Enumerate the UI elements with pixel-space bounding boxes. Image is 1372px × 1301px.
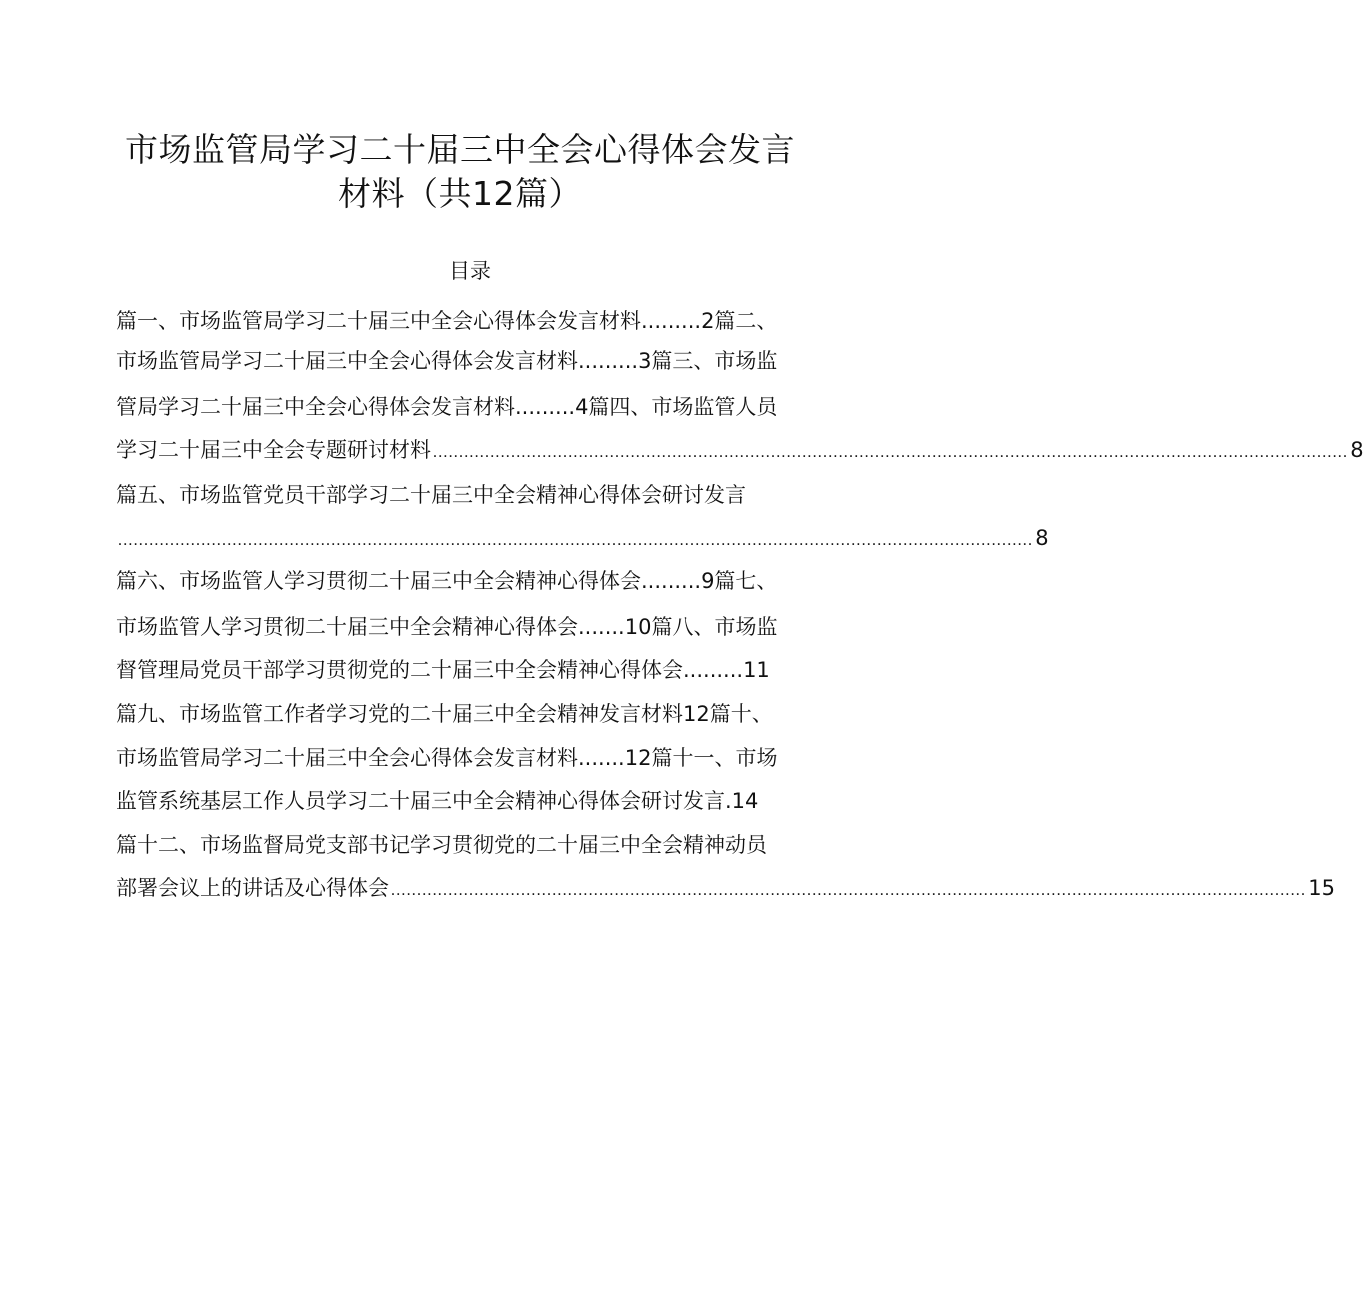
toc-page-number: 15 — [1308, 876, 1335, 900]
toc-line-5[interactable]: 篇五、市场监管党员干部学习二十届三中全会精神心得体会研讨发言 — [116, 483, 746, 507]
toc-line-8[interactable]: 市场监管人学习贯彻二十届三中全会精神心得体会.......10篇八、市场监 — [116, 615, 778, 639]
toc-line-6[interactable] — [116, 521, 1049, 555]
toc-line-12[interactable]: 监管系统基层工作人员学习二十届三中全会精神心得体会研讨发言.14 — [116, 789, 759, 813]
toc-line-2[interactable]: 市场监管局学习二十届三中全会心得体会发言材料.........3篇三、市场监 — [116, 349, 778, 373]
toc-line-10[interactable]: 篇九、市场监管工作者学习党的二十届三中全会精神发言材料12篇十、 — [116, 702, 773, 726]
toc-leader-dots: ................................................................................................................................................................................ — [118, 532, 1034, 549]
document-title-line-2: 材料（共12篇） — [338, 174, 582, 213]
toc-line-11[interactable]: 市场监管局学习二十届三中全会心得体会发言材料.......12篇十一、市场 — [116, 746, 778, 770]
toc-line-7[interactable]: 篇六、市场监管人学习贯彻二十届三中全会精神心得体会.........9篇七、 — [116, 569, 778, 593]
toc-heading: 目录 — [449, 259, 491, 283]
toc-page-number: 8 — [1350, 438, 1364, 462]
toc-line-1[interactable]: 篇一、市场监管局学习二十届三中全会心得体会发言材料.........2篇二、 — [116, 309, 778, 333]
toc-line-14[interactable] — [116, 871, 1335, 905]
toc-entry-text: 部署会议上的讲话及心得体会 — [116, 876, 389, 900]
document-title-line-1: 市场监管局学习二十届三中全会心得体会发言 — [125, 130, 795, 169]
toc-leader-dots: ................................................................................................................................................................................ — [433, 444, 1349, 461]
toc-page-number: 8 — [1035, 526, 1049, 550]
toc-entry-text: 学习二十届三中全会专题研讨材料 — [116, 438, 431, 462]
toc-leader-dots: ................................................................................................................................................................................ — [391, 882, 1307, 899]
toc-line-9[interactable]: 督管理局党员干部学习贯彻党的二十届三中全会精神心得体会.........11 — [116, 658, 770, 682]
toc-line-4[interactable] — [116, 433, 1364, 467]
toc-line-3[interactable]: 管局学习二十届三中全会心得体会发言材料.........4篇四、市场监管人员 — [116, 395, 778, 419]
toc-line-13[interactable]: 篇十二、市场监督局党支部书记学习贯彻党的二十届三中全会精神动员 — [116, 833, 767, 857]
